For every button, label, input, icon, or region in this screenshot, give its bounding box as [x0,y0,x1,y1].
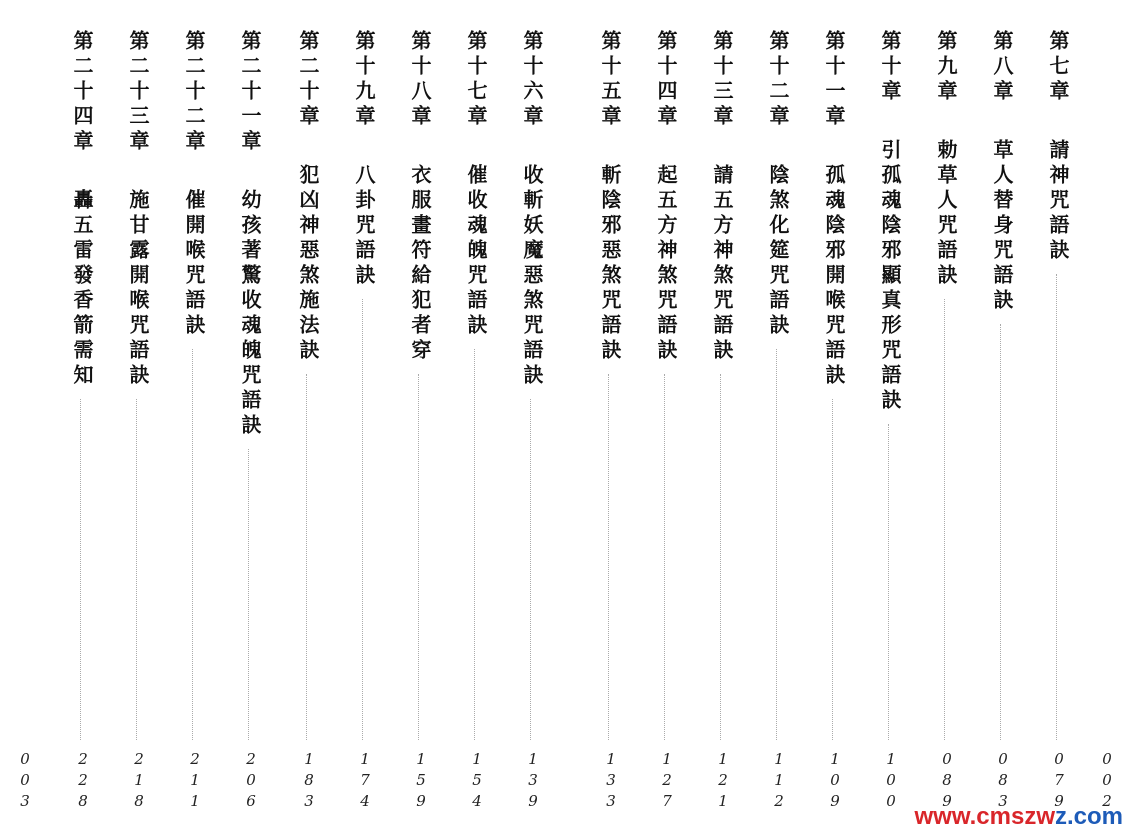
chapter-title: 衣服畫符給犯者穿 [408,164,432,364]
dot-leader [136,399,137,740]
page-number-right: 002 [1098,750,1116,813]
page-reference: 133 [602,750,620,813]
toc-entry-text [520,30,544,389]
toc-entry-text [238,30,262,439]
chapter-title: 孤魂陰邪開喉咒語訣 [822,164,846,389]
dot-leader [1056,274,1057,740]
chapter-title: 催收魂魄咒語訣 [464,164,488,339]
toc-entry [118,0,158,835]
chapter-title: 犯凶神惡煞施法訣 [296,164,320,364]
toc-entry-text [654,30,678,364]
page-reference: 139 [524,750,542,813]
chapter-number: 第十九章 [352,30,376,130]
chapter-number: 第十一章 [822,30,846,130]
toc-entry [230,0,270,835]
page-reference: 079 [1050,750,1068,813]
toc-entry [512,0,552,835]
page-reference: 083 [994,750,1012,813]
toc-entry [590,0,630,835]
page-reference: 112 [770,750,788,813]
chapter-number: 第十二章 [766,30,790,130]
toc-entry [646,0,686,835]
chapter-number: 第二十章 [296,30,320,130]
dot-leader [944,299,945,740]
chapter-number: 第八章 [990,30,1014,105]
chapter-title: 陰煞化筵咒語訣 [766,164,790,339]
dot-leader [474,349,475,740]
chapter-number: 第二十一章 [238,30,262,155]
toc-entry [174,0,214,835]
toc-entry [926,0,966,835]
chapter-number: 第十八章 [408,30,432,130]
page-reference: 127 [658,750,676,813]
chapter-number: 第十五章 [598,30,622,130]
toc-entry-text [934,30,958,289]
toc-entry [344,0,384,835]
dot-leader [1000,324,1001,740]
page-reference: 159 [412,750,430,813]
dot-leader [248,449,249,740]
page-reference: 174 [356,750,374,813]
chapter-title: 勅草人咒語訣 [934,139,958,289]
toc-entry-text [408,30,432,364]
chapter-title: 引孤魂陰邪顯真形咒語訣 [878,139,902,414]
toc-entry [288,0,328,835]
page-reference: 206 [242,750,260,813]
dot-leader [776,349,777,740]
toc-entry [456,0,496,835]
chapter-title: 催開喉咒語訣 [182,189,206,339]
page-reference: 218 [130,750,148,813]
chapter-title: 轟五雷發香箭需知 [70,189,94,389]
toc-entry-text [70,30,94,389]
dot-leader [888,424,889,740]
dot-leader [306,374,307,740]
dot-leader [608,374,609,740]
toc-entry [814,0,854,835]
toc-entry-text [1046,30,1070,264]
page-reference: 100 [882,750,900,813]
page-reference: 109 [826,750,844,813]
dot-leader [80,399,81,740]
chapter-number: 第十七章 [464,30,488,130]
dot-leader [192,349,193,740]
page-reference: 183 [300,750,318,813]
dot-leader [720,374,721,740]
toc-entry [758,0,798,835]
toc-entry-text [352,30,376,289]
toc-entry-text [710,30,734,364]
toc-entry-text [822,30,846,389]
page-number-left: 003 [16,750,34,813]
dot-leader [832,399,833,740]
page-reference: 211 [186,750,204,813]
toc-entry-text [182,30,206,339]
chapter-title: 斬陰邪惡煞咒語訣 [598,164,622,364]
page-reference: 228 [74,750,92,813]
toc-entry [870,0,910,835]
chapter-number: 第十三章 [710,30,734,130]
website-watermark [915,803,1124,831]
watermark-text-red: www.cmszw [914,803,1055,830]
chapter-number: 第十章 [878,30,902,105]
chapter-number: 第九章 [934,30,958,105]
chapter-title: 請神咒語訣 [1046,139,1070,264]
chapter-title: 請五方神煞咒語訣 [710,164,734,364]
chapter-title: 起五方神煞咒語訣 [654,164,678,364]
chapter-number: 第七章 [1046,30,1070,105]
toc-entry-text [464,30,488,339]
toc-entry-text [878,30,902,414]
chapter-number: 第十六章 [520,30,544,130]
toc-entry-text [990,30,1014,314]
toc-entry [1038,0,1078,835]
chapter-title: 八卦咒語訣 [352,164,376,289]
dot-leader [664,374,665,740]
dot-leader [418,374,419,740]
toc-entry [702,0,742,835]
chapter-title: 草人替身咒語訣 [990,139,1014,314]
dot-leader [362,299,363,740]
dot-leader [530,399,531,740]
chapter-title: 幼孩著驚收魂魄咒語訣 [238,189,262,439]
chapter-title: 收斬妖魔惡煞咒語訣 [520,164,544,389]
page-reference: 089 [938,750,956,813]
chapter-number: 第二十四章 [70,30,94,155]
toc-entry [400,0,440,835]
toc-entry [62,0,102,835]
chapter-title: 施甘露開喉咒語訣 [126,189,150,389]
toc-entry-text [126,30,150,389]
page-reference: 154 [468,750,486,813]
chapter-number: 第二十三章 [126,30,150,155]
toc-entry-text [766,30,790,339]
chapter-number: 第十四章 [654,30,678,130]
watermark-text-blue: z.com [1054,803,1123,830]
toc-entry-text [598,30,622,364]
page-reference: 121 [714,750,732,813]
chapter-number: 第二十二章 [182,30,206,155]
toc-entry-text [296,30,320,364]
toc-entry [982,0,1022,835]
